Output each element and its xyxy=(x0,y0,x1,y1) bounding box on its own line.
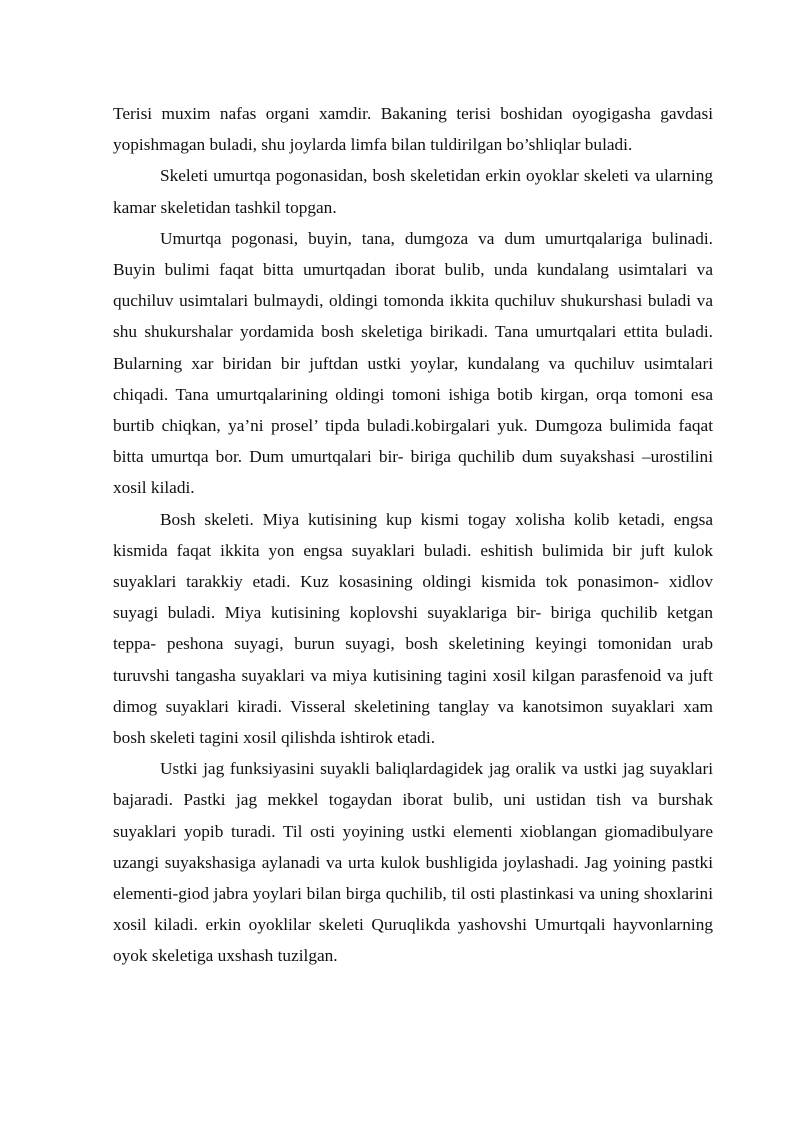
paragraph-skin: Terisi muxim nafas organi xamdir. Bakaning terisi boshidan oyogigasha gavdasi yopishmagan buladi, shu joylarda limfa bilan tuldirilgan bo’shliqlar buladi. xyxy=(113,104,713,155)
paragraph-skeleton-overview: Skeleti umurtqa pogonasidan, bosh skeletidan erkin oyoklar skeleti va ularning kamar skeletidan tashkil topgan. xyxy=(113,166,713,217)
paragraph-vertebral-column: Umurtqa pogonasi, buyin, tana, dumgoza va dum umurtqalariga bulinadi. Buyin bulimi faqat bitta umurtqadan iborat bulib, unda kundalang usimtalari va quchiluv usimtalari bulmaydi, oldingi tomonda ikkita quchiluv shukurshasi buladi va shu shukurshalar yordamida bosh skeletiga birikadi. Tana umurtqalari ettita buladi. Bularning xar biridan bir juftdan ustki yoylar, kundalang va quchiluv usimtalari chiqadi. Tana umurtqalarining oldingi tomoni ishiga botib kirgan, orqa tomoni esa burtib chiqkan, ya’ni prosel’ tipda buladi.kobirgalari yuk. Dumgoza bulimida faqat bitta umurtqa bor. Dum umurtqalari bir- biriga quchilib dum suyakshasi –urostilini xosil kiladi. xyxy=(113,228,713,498)
paragraph-head-skeleton: Bosh skeleti. Miya kutisining kup kismi togay xolisha kolib ketadi, engsa kismida faqat ikkita yon engsa suyaklari buladi. eshitish bulimida bir juft kulok suyaklari tarakkiy etadi. Kuz kosasining oldingi kismida tok ponasimon- xidlov suyagi buladi. Miya kutisining koplovshi suyaklariga bir- biriga quchilib ketgan teppa- peshona suyagi, burun suyagi, bosh skeletining keyingi tomonidan urab turuvshi tangasha suyaklari va miya kutisining tagini xosil kilgan parasfenoid va juft dimog suyaklari kiradi. Visseral skeletining tanglay va kanotsimon suyaklari xam bosh skeleti tagini xosil qilishda ishtirok etadi. xyxy=(113,509,713,748)
paragraph-jaw: Ustki jag funksiyasini suyakli baliqlardagidek jag oralik va ustki jag suyaklari bajaradi. Pastki jag mekkel togaydan iborat bulib, uni ustidan tish va burshak suyaklari yopib turadi. Til osti yoyining ustki elementi xioblangan giomadibulyare uzangi suyakshasiga aylanadi va urta kulok bushligida joylashadi. Jag yoining pastki elementi-giod jabra yoylari bilan birga quchilib, til osti plastinkasi va uning shoxlarini xosil kiladi. erkin oyoklilar skeleti Quruqlikda yashovshi Umurtqali hayvonlarning oyok skeletiga uxshash tuzilgan. xyxy=(113,759,713,966)
document-body xyxy=(113,98,713,972)
